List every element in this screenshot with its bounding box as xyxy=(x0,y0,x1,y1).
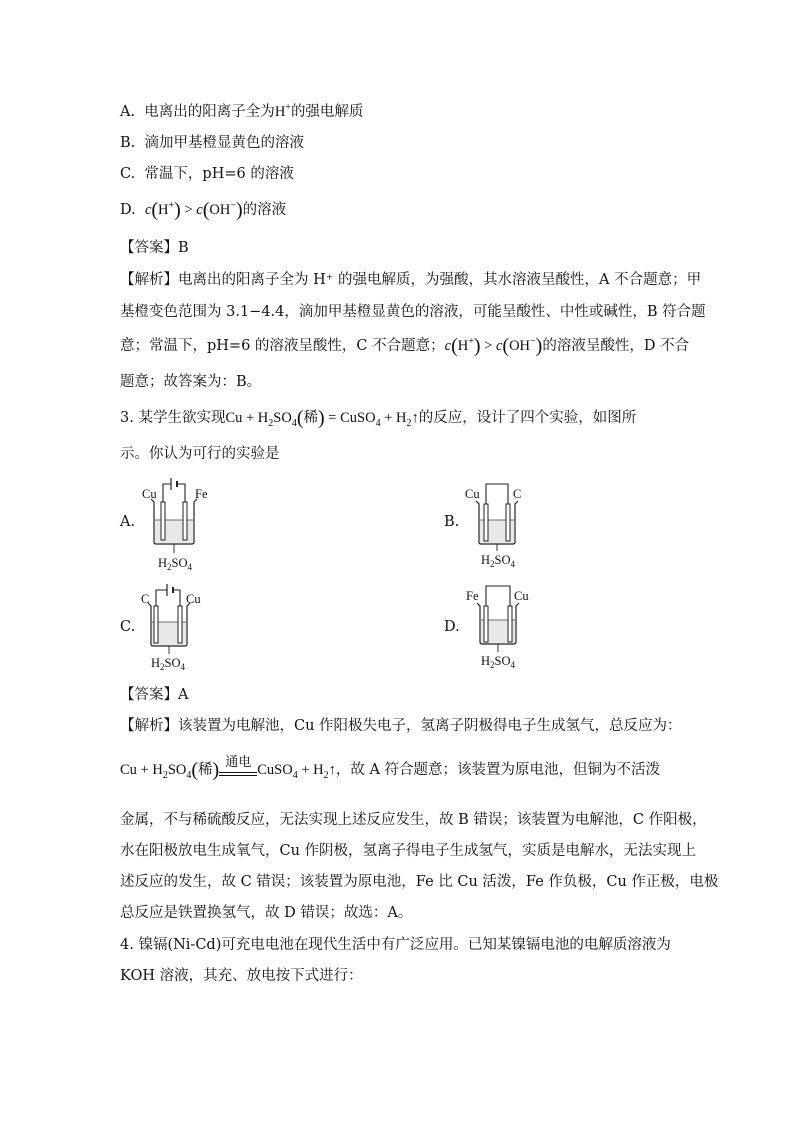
q4-stem-line2: KOH 溶液，其充、放电按下式进行： xyxy=(120,968,363,984)
apparatus-c-letter: C. xyxy=(120,619,136,635)
q3-stem-line2: 示。你认为可行的实验是 xyxy=(120,446,280,462)
q2-answer: 【答案】B xyxy=(120,240,189,256)
svg-text:Fe: Fe xyxy=(195,487,208,501)
svg-text:Cu: Cu xyxy=(142,487,157,501)
electrolysis-condition: 通电 xyxy=(225,755,252,770)
q2-analysis-line3: 意；常温下，pH=6 的溶液呈酸性，C 不合题意；c(H+) > c(OH−)的溶液呈酸性，D 不合 xyxy=(120,335,690,357)
q3-analysis-line4: 水在阳极放电生成氧气，Cu 作阴极，氢离子得电子生成氢气，实质是电解水，无法实现上 xyxy=(120,843,697,859)
apparatus-b-letter: B. xyxy=(444,514,460,530)
q3-analysis-line3: 金属，不与稀硫酸反应，无法实现上述反应发生，故 B 错误；该装置为电解池，C 作阳极， xyxy=(120,812,707,828)
svg-text:H2SO4: $H_2SO_4$ xyxy=(481,654,516,670)
option-a: A. 电离出的阳离子全为H+的强电解质 xyxy=(120,102,364,120)
option-d: D. c(H+) > c(OH−)的溶液 xyxy=(120,199,287,221)
svg-text:C: C xyxy=(141,592,150,606)
option-c: C. 常温下，pH=6 的溶液 xyxy=(120,166,294,182)
q4-stem-line1: 4. 镍镉(Ni-Cd)可充电电池在现代生活中有广泛应用。已知某镍镉电池的电解质溶液为 xyxy=(120,937,671,953)
q3-analysis-line1: 【解析】该装置为电解池，Cu 作阳极失电子，氢离子阴极得电子生成氢气，总反应为： xyxy=(120,718,682,734)
q3-analysis-line2: $Cu + H_2SO_4$(稀) 通电 CuSO$_4$ + $H_2↑$，故 A 符合题意；该装置为原电池，但铜为不活泼 xyxy=(120,755,661,781)
apparatus-d-diagram xyxy=(464,580,544,670)
svg-text:Fe: Fe xyxy=(466,589,479,603)
svg-text:Cu: Cu xyxy=(514,589,529,603)
apparatus-a-letter: A. xyxy=(120,514,136,530)
apparatus-c-diagram xyxy=(134,578,214,672)
option-b: B. 滴加甲基橙显黄色的溶液 xyxy=(120,135,304,151)
svg-text:Cu: Cu xyxy=(465,487,480,501)
q2-analysis-line1: 【解析】电离出的阳离子全为 H⁺ 的强电解质，为强酸，其水溶液呈酸性，A 不合题意；甲 xyxy=(120,272,702,288)
svg-text:H2SO4: $H_2SO_4$ xyxy=(481,553,516,569)
q3-stem-line1: 3. 某学生欲实现$Cu + H_2SO_4$(稀) = CuSO$_4$ + $H_2↑$的反应，设计了四个实验，如图所 xyxy=(120,407,637,429)
svg-text:H2SO4: $H_2SO_4$ xyxy=(151,656,186,672)
q2-analysis-line2: 基橙变色范围为 3.1−4.4，滴加甲基橙显黄色的溶液，可能呈酸性、中性或碱性，B 符合题 xyxy=(120,304,706,320)
q3-analysis-line6: 总反应是铁置换氢气，故 D 错误；故选：A。 xyxy=(120,905,413,921)
svg-text:Cu: Cu xyxy=(186,592,201,606)
svg-text:H2SO4: $H_2SO_4$ xyxy=(158,556,193,572)
q3-answer: 【答案】A xyxy=(120,687,189,703)
apparatus-a-diagram xyxy=(136,474,226,572)
svg-text:C: C xyxy=(513,487,522,501)
q2-analysis-line4: 题意；故答案为：B。 xyxy=(120,374,262,390)
apparatus-d-letter: D. xyxy=(444,619,460,635)
q3-analysis-line5: 述反应的发生，故 C 错误；该装置为原电池，Fe 比 Cu 活泼，Fe 作负极，Cu 作正极，电极 xyxy=(120,874,719,890)
apparatus-b-diagram xyxy=(462,478,542,570)
